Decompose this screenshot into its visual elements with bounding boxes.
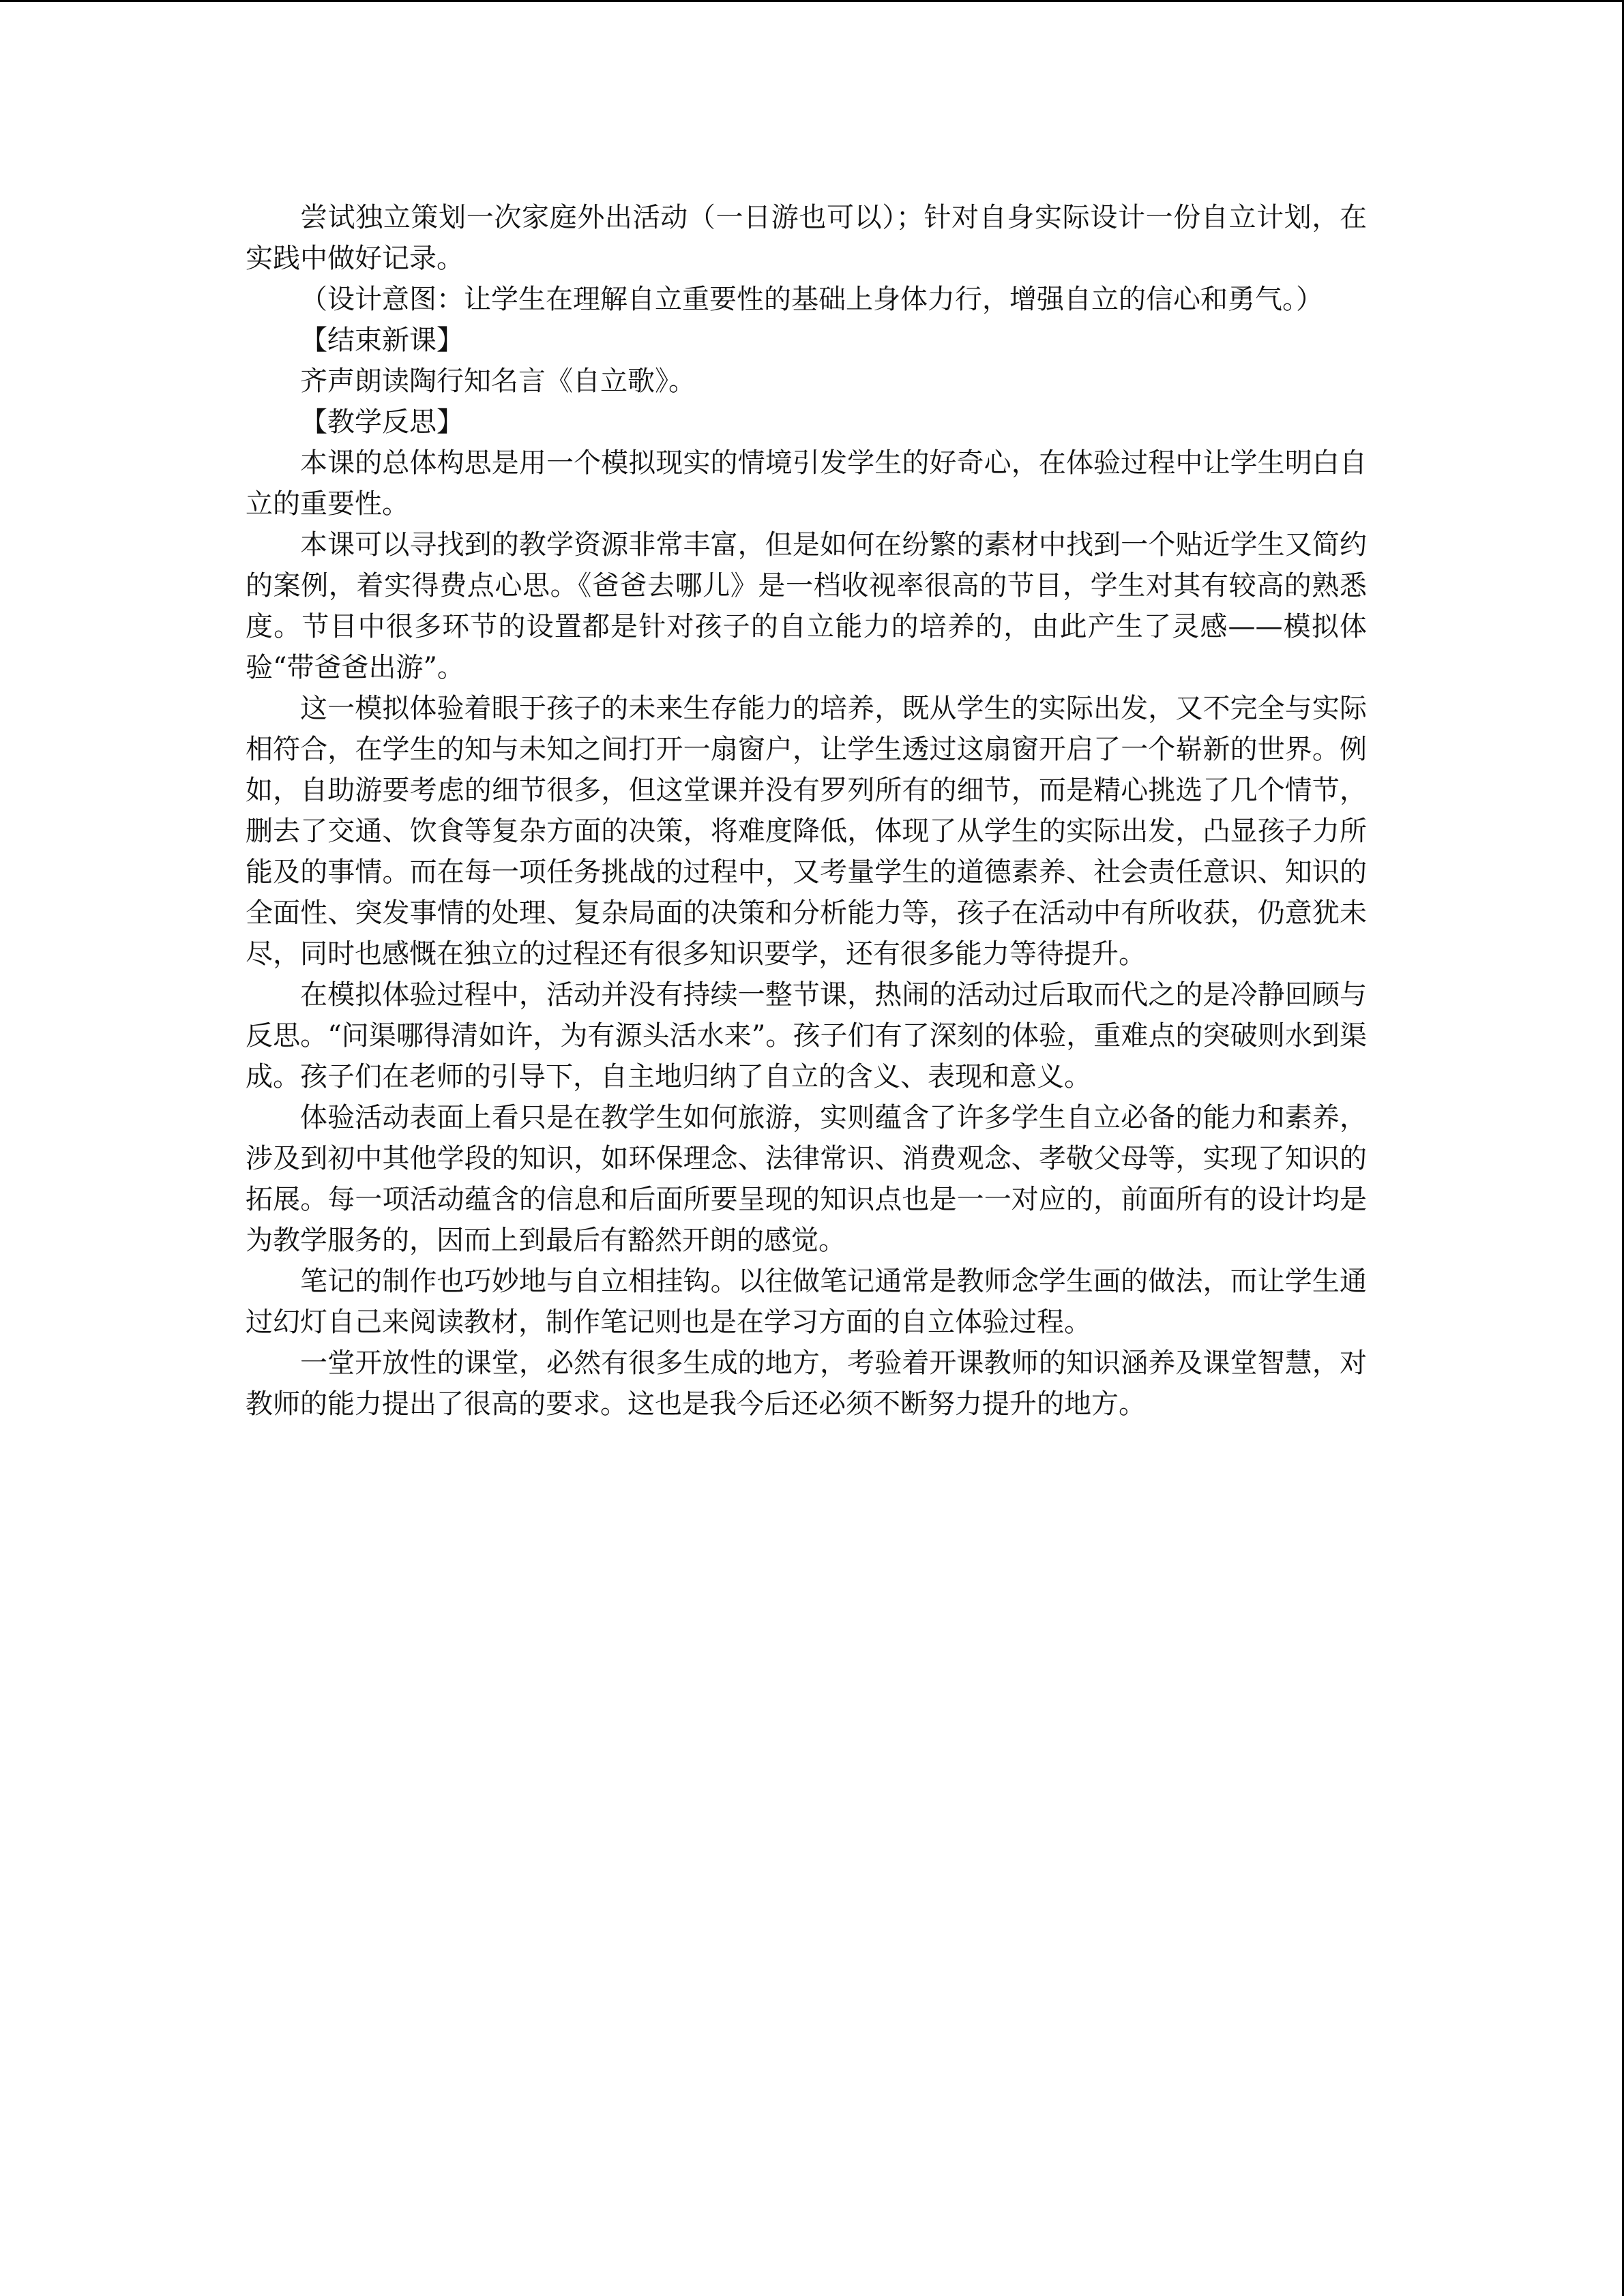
paragraph-reflection-4: 在模拟体验过程中，活动并没有持续一整节课，热闹的活动过后取而代之的是冷静回顾与反思。“问渠哪得清如许，为有源头活水来”。孩子们有了深刻的体验，重难点的突破则水到渠成。孩子们在老师的引导下，自主地归纳了自立的含义、表现和意义。: [246, 979, 1367, 1092]
paragraph-activity-plan: 尝试独立策划一次家庭外出活动（一日游也可以）；针对自身实际设计一份自立计划，在实践中做好记录。: [246, 202, 1367, 274]
heading-teaching-reflection: 【教学反思】: [300, 406, 464, 438]
paragraph-reflection-1: 本课的总体构思是用一个模拟现实的情境引发学生的好奇心，在体验过程中让学生明白自立的重要性。: [246, 447, 1367, 520]
paragraph-recitation: 齐声朗读陶行知名言《自立歌》。: [300, 366, 696, 397]
page-top-border: [0, 0, 1624, 2]
paragraph-reflection-7: 一堂开放性的课堂，必然有很多生成的地方，考验着开课教师的知识涵养及课堂智慧，对教师的能力提出了很高的要求。这也是我今后还必须不断努力提升的地方。: [246, 1347, 1367, 1420]
paragraph-reflection-2: 本课可以寻找到的教学资源非常丰富，但是如何在纷繁的素材中找到一个贴近学生又简约的案例，着实得费点心思。《爸爸去哪儿》是一档收视率很高的节目，学生对其有较高的熟悉度。节目中很多环节的设置都是针对孩子的自立能力的培养的，由此产生了灵感——模拟体验“带爸爸出游”。: [246, 529, 1367, 683]
document-body: [246, 197, 1367, 1425]
heading-end-lesson: 【结束新课】: [300, 325, 464, 356]
paragraph-reflection-3: 这一模拟体验着眼于孩子的未来生存能力的培养，既从学生的实际出发，又不完全与实际相符合，在学生的知与未知之间打开一扇窗户，让学生透过这扇窗开启了一个崭新的世界。例如，自助游要考虑的细节很多，但这堂课并没有罗列所有的细节，而是精心挑选了几个情节，删去了交通、饮食等复杂方面的决策，将难度降低，体现了从学生的实际出发，凸显孩子力所能及的事情。而在每一项任务挑战的过程中，又考量学生的道德素养、社会责任意识、知识的全面性、突发事情的处理、复杂局面的决策和分析能力等，孩子在活动中有所收获，仍意犹未尽，同时也感慨在独立的过程还有很多知识要学，还有很多能力等待提升。: [246, 693, 1367, 970]
paragraph-reflection-5: 体验活动表面上看只是在教学生如何旅游，实则蕴含了许多学生自立必备的能力和素养，涉及到初中其他学段的知识，如环保理念、法律常识、消费观念、孝敬父母等，实现了知识的拓展。每一项活动蕴含的信息和后面所要呈现的知识点也是一一对应的，前面所有的设计均是为教学服务的，因而上到最后有豁然开朗的感觉。: [246, 1102, 1367, 1256]
paragraph-design-intent: （设计意图：让学生在理解自立重要性的基础上身体力行，增强自立的信心和勇气。）: [300, 284, 1323, 315]
paragraph-reflection-6: 笔记的制作也巧妙地与自立相挂钩。以往做笔记通常是教师念学生画的做法，而让学生通过幻灯自己来阅读教材，制作笔记则也是在学习方面的自立体验过程。: [246, 1266, 1367, 1338]
